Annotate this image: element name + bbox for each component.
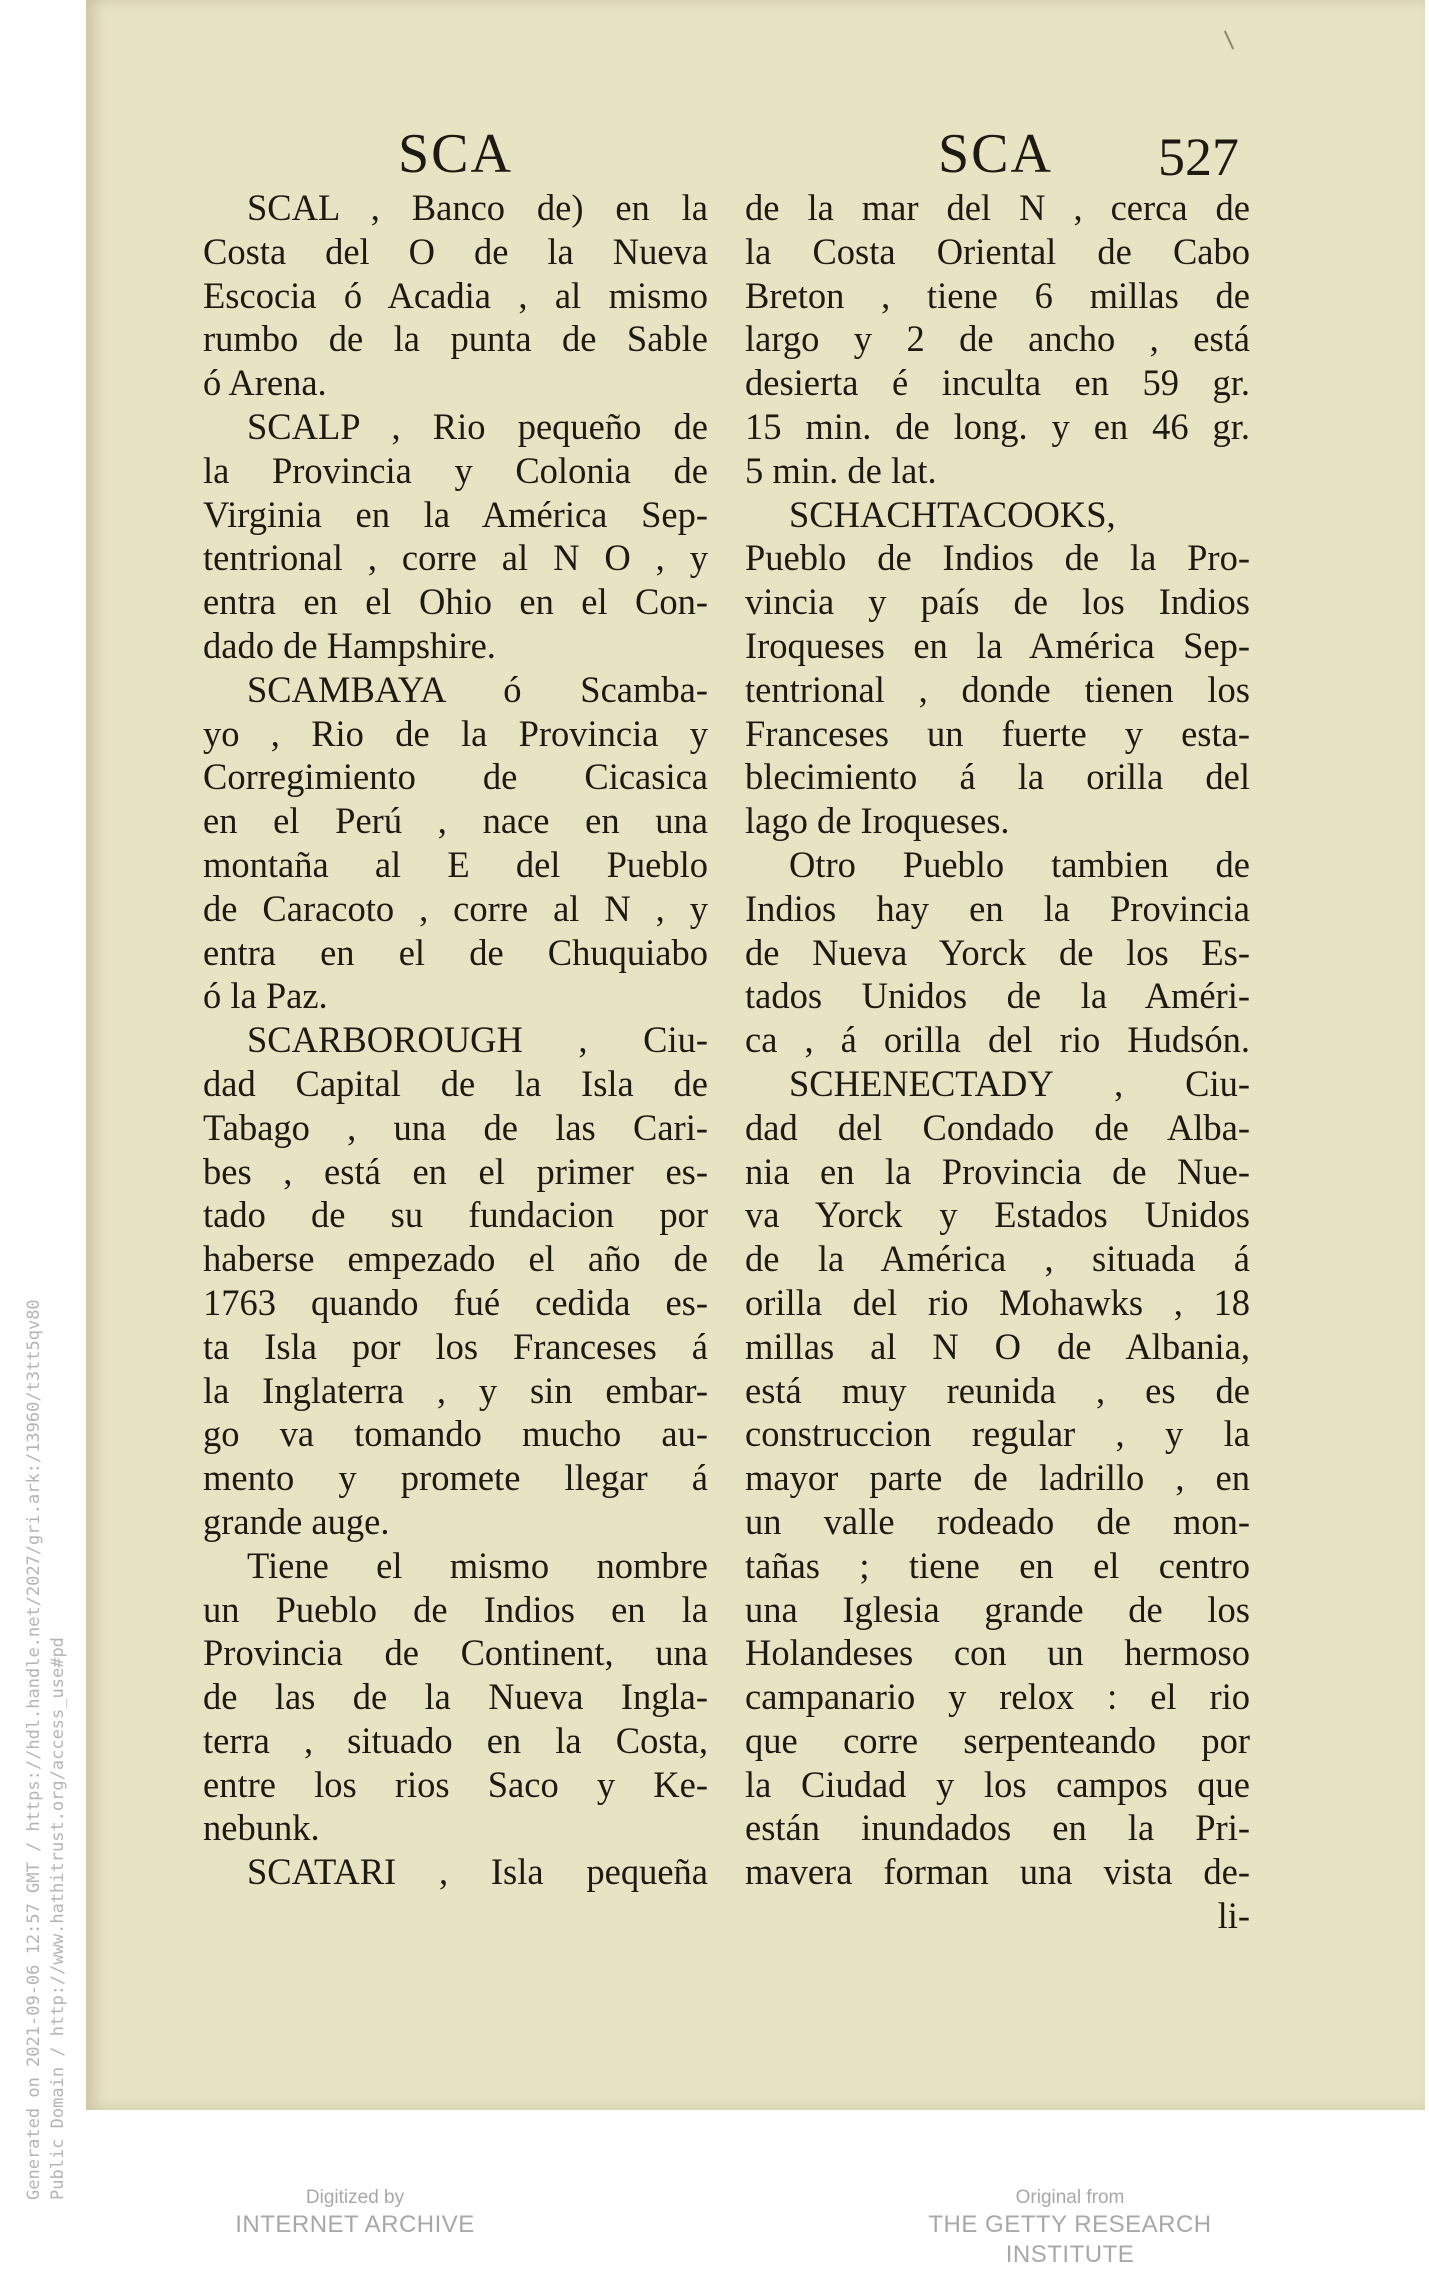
text-line: SCAL , Banco de) en la	[247, 187, 708, 228]
text-line: desierta é inculta en 59 gr.	[745, 362, 1250, 404]
text-line: yo , Rio de la Provincia y	[203, 712, 708, 754]
text-line: haberse empezado el año de	[203, 1238, 708, 1280]
text-line: Corregimiento de Cicasica	[203, 756, 708, 798]
text-line: va Yorck y Estados Unidos	[745, 1194, 1250, 1236]
text-line: SCATARI , Isla pequeña	[247, 1851, 708, 1893]
text-line: un Pueblo de Indios en la	[203, 1588, 708, 1630]
text-line: dad Capital de la Isla de	[203, 1062, 708, 1104]
text-line: Tabago , una de las Cari-	[203, 1106, 708, 1148]
text-line: tados Unidos de la Améri-	[745, 975, 1250, 1017]
text-line: mavera forman una vista de-	[745, 1851, 1250, 1893]
text-line: de Nueva Yorck de los Es-	[745, 931, 1250, 973]
text-line: de las de la Nueva Ingla-	[203, 1676, 708, 1718]
text-line: de la mar del N , cerca de	[745, 187, 1250, 228]
text-line: Indios hay en la Provincia	[745, 887, 1250, 929]
text-line: Breton , tiene 6 millas de	[745, 274, 1250, 316]
text-line: Otro Pueblo tambien de	[789, 843, 1250, 885]
text-line: 1763 quando fué cedida es-	[203, 1281, 708, 1323]
text-line: un valle rodeado de mon-	[745, 1500, 1250, 1542]
text-line: SCARBOROUGH , Ciu-	[247, 1019, 708, 1061]
text-line: Iroqueses en la América Sep-	[745, 624, 1250, 666]
text-line: orilla del rio Mohawks , 18	[745, 1281, 1250, 1323]
text-line: está muy reunida , es de	[745, 1369, 1250, 1411]
text-line: tentrional , corre al N O , y	[203, 537, 708, 579]
footer-original-source: THE GETTY RESEARCH INSTITUTE	[928, 2211, 1212, 2268]
text-line: 15 min. de long. y en 46 gr.	[745, 405, 1250, 447]
text-line: la Costa Oriental de Cabo	[745, 230, 1250, 272]
text-line: blecimiento á la orilla del	[745, 756, 1250, 798]
text-line: bes , está en el primer es-	[203, 1150, 708, 1192]
text-line: millas al N O de Albania,	[745, 1325, 1250, 1367]
stamp-line-rights: Public Domain / http://www.hathitrust.org/access_use#pd	[48, 1637, 68, 2200]
text-line: Franceses un fuerte y esta-	[745, 712, 1250, 754]
text-line: dado de Hampshire.	[203, 624, 496, 666]
text-line: la Provincia y Colonia de	[203, 449, 708, 491]
text-line: SCHENECTADY , Ciu-	[789, 1062, 1250, 1104]
text-line: vincia y país de los Indios	[745, 581, 1250, 623]
text-line: nebunk.	[203, 1807, 320, 1849]
footer-digitizer-name: INTERNET ARCHIVE	[235, 2211, 475, 2238]
text-line: rumbo de la punta de Sable	[203, 318, 708, 360]
text-line: una Iglesia grande de los	[745, 1588, 1250, 1630]
text-line: entre los rios Saco y Ke-	[203, 1763, 708, 1805]
hathitrust-stamp	[22, 1100, 70, 2200]
text-line: tentrional , donde tienen los	[745, 668, 1250, 710]
text-line: terra , situado en la Costa,	[203, 1719, 708, 1761]
footer-original-label: Original from	[1015, 2187, 1125, 2208]
text-line: mayor parte de ladrillo , en	[745, 1457, 1250, 1499]
text-column-left	[203, 186, 708, 1894]
footer-original	[870, 2186, 1270, 2270]
text-line: li-	[1217, 1895, 1250, 1937]
text-line: de la América , situada á	[745, 1238, 1250, 1280]
running-header-right: SCA	[938, 123, 1053, 185]
text-line: lago de Iroqueses.	[745, 800, 1010, 842]
page-number: 527	[1158, 127, 1239, 187]
text-line: ca , á orilla del rio Hudsón.	[745, 1019, 1250, 1061]
text-line: ó la Paz.	[203, 975, 328, 1017]
text-line: ó Arena.	[203, 362, 327, 404]
text-line: Provincia de Continent, una	[203, 1632, 708, 1674]
text-line: grande auge.	[203, 1500, 390, 1542]
text-line: dad del Condado de Alba-	[745, 1106, 1250, 1148]
text-line: mento y promete llegar á	[203, 1457, 708, 1499]
text-line: Escocia ó Acadia , al mismo	[203, 274, 708, 316]
text-line: SCALP , Rio pequeño de	[247, 405, 708, 447]
text-column-right	[745, 186, 1250, 1938]
text-line: campanario y relox : el rio	[745, 1676, 1250, 1718]
text-line: Virginia en la América Sep-	[203, 493, 708, 535]
text-line: tado de su fundacion por	[203, 1194, 708, 1236]
text-line: construccion regular , y la	[745, 1413, 1250, 1455]
text-line: Holandeses con un hermoso	[745, 1632, 1250, 1674]
stamp-line-generated: Generated on 2021-09-06 12:57 GMT / https://hdl.handle.net/2027/gri.ark:/13960/t3tt5qv80	[24, 1299, 44, 2200]
text-line: la Inglaterra , y sin embar-	[203, 1369, 708, 1411]
text-line: SCAMBAYA ó Scamba-	[247, 668, 708, 710]
text-line: Pueblo de Indios de la Pro-	[745, 537, 1250, 579]
text-line: que corre serpenteando por	[745, 1719, 1250, 1761]
text-line: largo y 2 de ancho , está	[745, 318, 1250, 360]
text-line: tañas ; tiene en el centro	[745, 1544, 1250, 1586]
text-line: SCHACHTACOOKS,	[789, 493, 1116, 535]
text-line: Tiene el mismo nombre	[247, 1544, 708, 1586]
text-line: go va tomando mucho au-	[203, 1413, 708, 1455]
text-line: en el Perú , nace en una	[203, 800, 708, 842]
text-line: nia en la Provincia de Nue-	[745, 1150, 1250, 1192]
text-line: montaña al E del Pueblo	[203, 843, 708, 885]
running-header-left: SCA	[398, 123, 513, 185]
text-line: la Ciudad y los campos que	[745, 1763, 1250, 1805]
text-line: Costa del O de la Nueva	[203, 230, 708, 272]
text-line: ta Isla por los Franceses á	[203, 1325, 708, 1367]
footer-digitized	[230, 2186, 480, 2240]
text-line: de Caracoto , corre al N , y	[203, 887, 708, 929]
footer-digitized-label: Digitized by	[305, 2187, 405, 2208]
text-line: entra en el de Chuquiabo	[203, 931, 708, 973]
text-line: entra en el Ohio en el Con-	[203, 581, 708, 623]
text-line: 5 min. de lat.	[745, 449, 937, 491]
text-line: están inundados en la Pri-	[745, 1807, 1250, 1849]
